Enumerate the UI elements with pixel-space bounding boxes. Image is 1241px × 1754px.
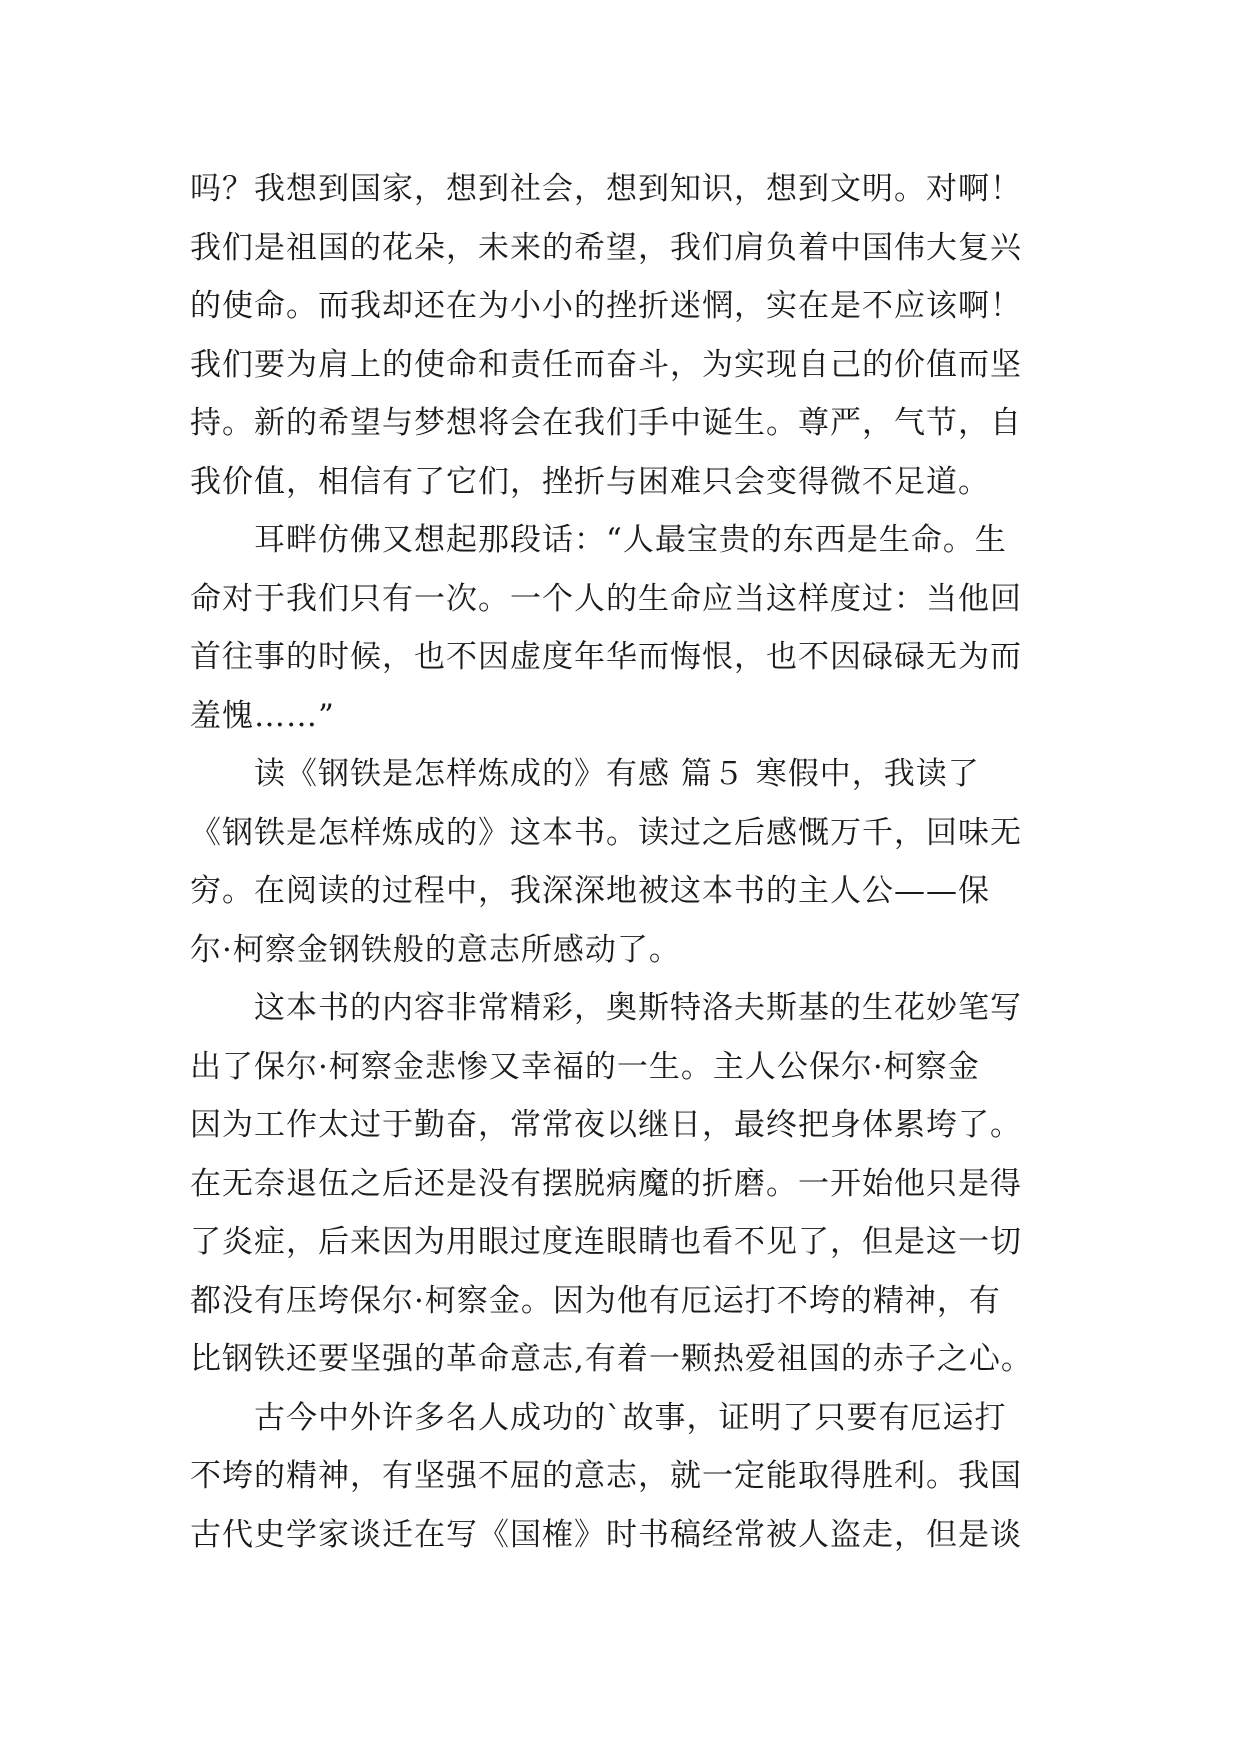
text-line: 持。新的希望与梦想将会在我们手中诞生。尊严，气节，自: [190, 405, 1022, 441]
text-line: 我们是祖国的花朵，未来的希望，我们肩负着中国伟大复兴: [190, 229, 1022, 266]
text-line: 我价值，相信有了它们，挫折与困难只会变得微不足道。: [190, 463, 990, 500]
text-line: 这本书的内容非常精彩，奥斯特洛夫斯基的生花妙笔写: [254, 990, 1022, 1026]
text-line: 耳畔仿佛又想起那段话：“人最宝贵的东西是生命。生: [254, 522, 1007, 558]
text-line: 了炎症，后来因为用眼过度连眼睛也看不见了，但是这一切: [190, 1224, 1022, 1260]
document-body: [190, 160, 1090, 1564]
text-line: 我们要为肩上的使命和责任而奋斗，为实现自己的价值而坚: [190, 346, 1022, 383]
text-line: 的使命。而我却还在为小小的挫折迷惘，实在是不应该啊！: [190, 288, 1022, 324]
text-line: 尔·柯察金钢铁般的意志所感动了。: [190, 931, 681, 968]
text-line: 出了保尔·柯察金悲惨又幸福的一生。主人公保尔·柯察金: [190, 1048, 980, 1085]
text-line: 羞愧……”: [190, 697, 335, 734]
text-line: 在无奈退伍之后还是没有摆脱病魔的折磨。一开始他只是得: [190, 1165, 1022, 1202]
text-line: 比钢铁还要坚强的革命意志,有着一颗热爱祖国的赤子之心。: [190, 1341, 1033, 1377]
text-line: 古今中外许多名人成功的`故事，证明了只要有厄运打: [254, 1399, 1007, 1436]
text-line: 都没有压垮保尔·柯察金。因为他有厄运打不垮的精神，有: [190, 1282, 1001, 1319]
text-line: 吗？我想到国家，想到社会，想到知识，想到文明。对啊！: [190, 171, 1022, 207]
text-line: 读《钢铁是怎样炼成的》有感 篇５ 寒假中，我读了: [254, 756, 980, 792]
text-line: 命对于我们只有一次。一个人的生命应当这样度过：当他回: [190, 580, 1022, 617]
text-line: 穷。在阅读的过程中，我深深地被这本书的主人公——保: [190, 873, 990, 909]
text-line: 《钢铁是怎样炼成的》这本书。读过之后感慨万千，回味无: [190, 814, 1022, 851]
text-line: 因为工作太过于勤奋，常常夜以继日，最终把身体累垮了。: [190, 1107, 1022, 1143]
text-line: 不垮的精神，有坚强不屈的意志，就一定能取得胜利。我国: [190, 1458, 1022, 1494]
text-line: 首往事的时候，也不因虚度年华而悔恨，也不因碌碌无为而: [190, 639, 1022, 675]
text-line: 古代史学家谈迁在写《国榷》时书稿经常被人盗走，但是谈: [190, 1516, 1022, 1553]
